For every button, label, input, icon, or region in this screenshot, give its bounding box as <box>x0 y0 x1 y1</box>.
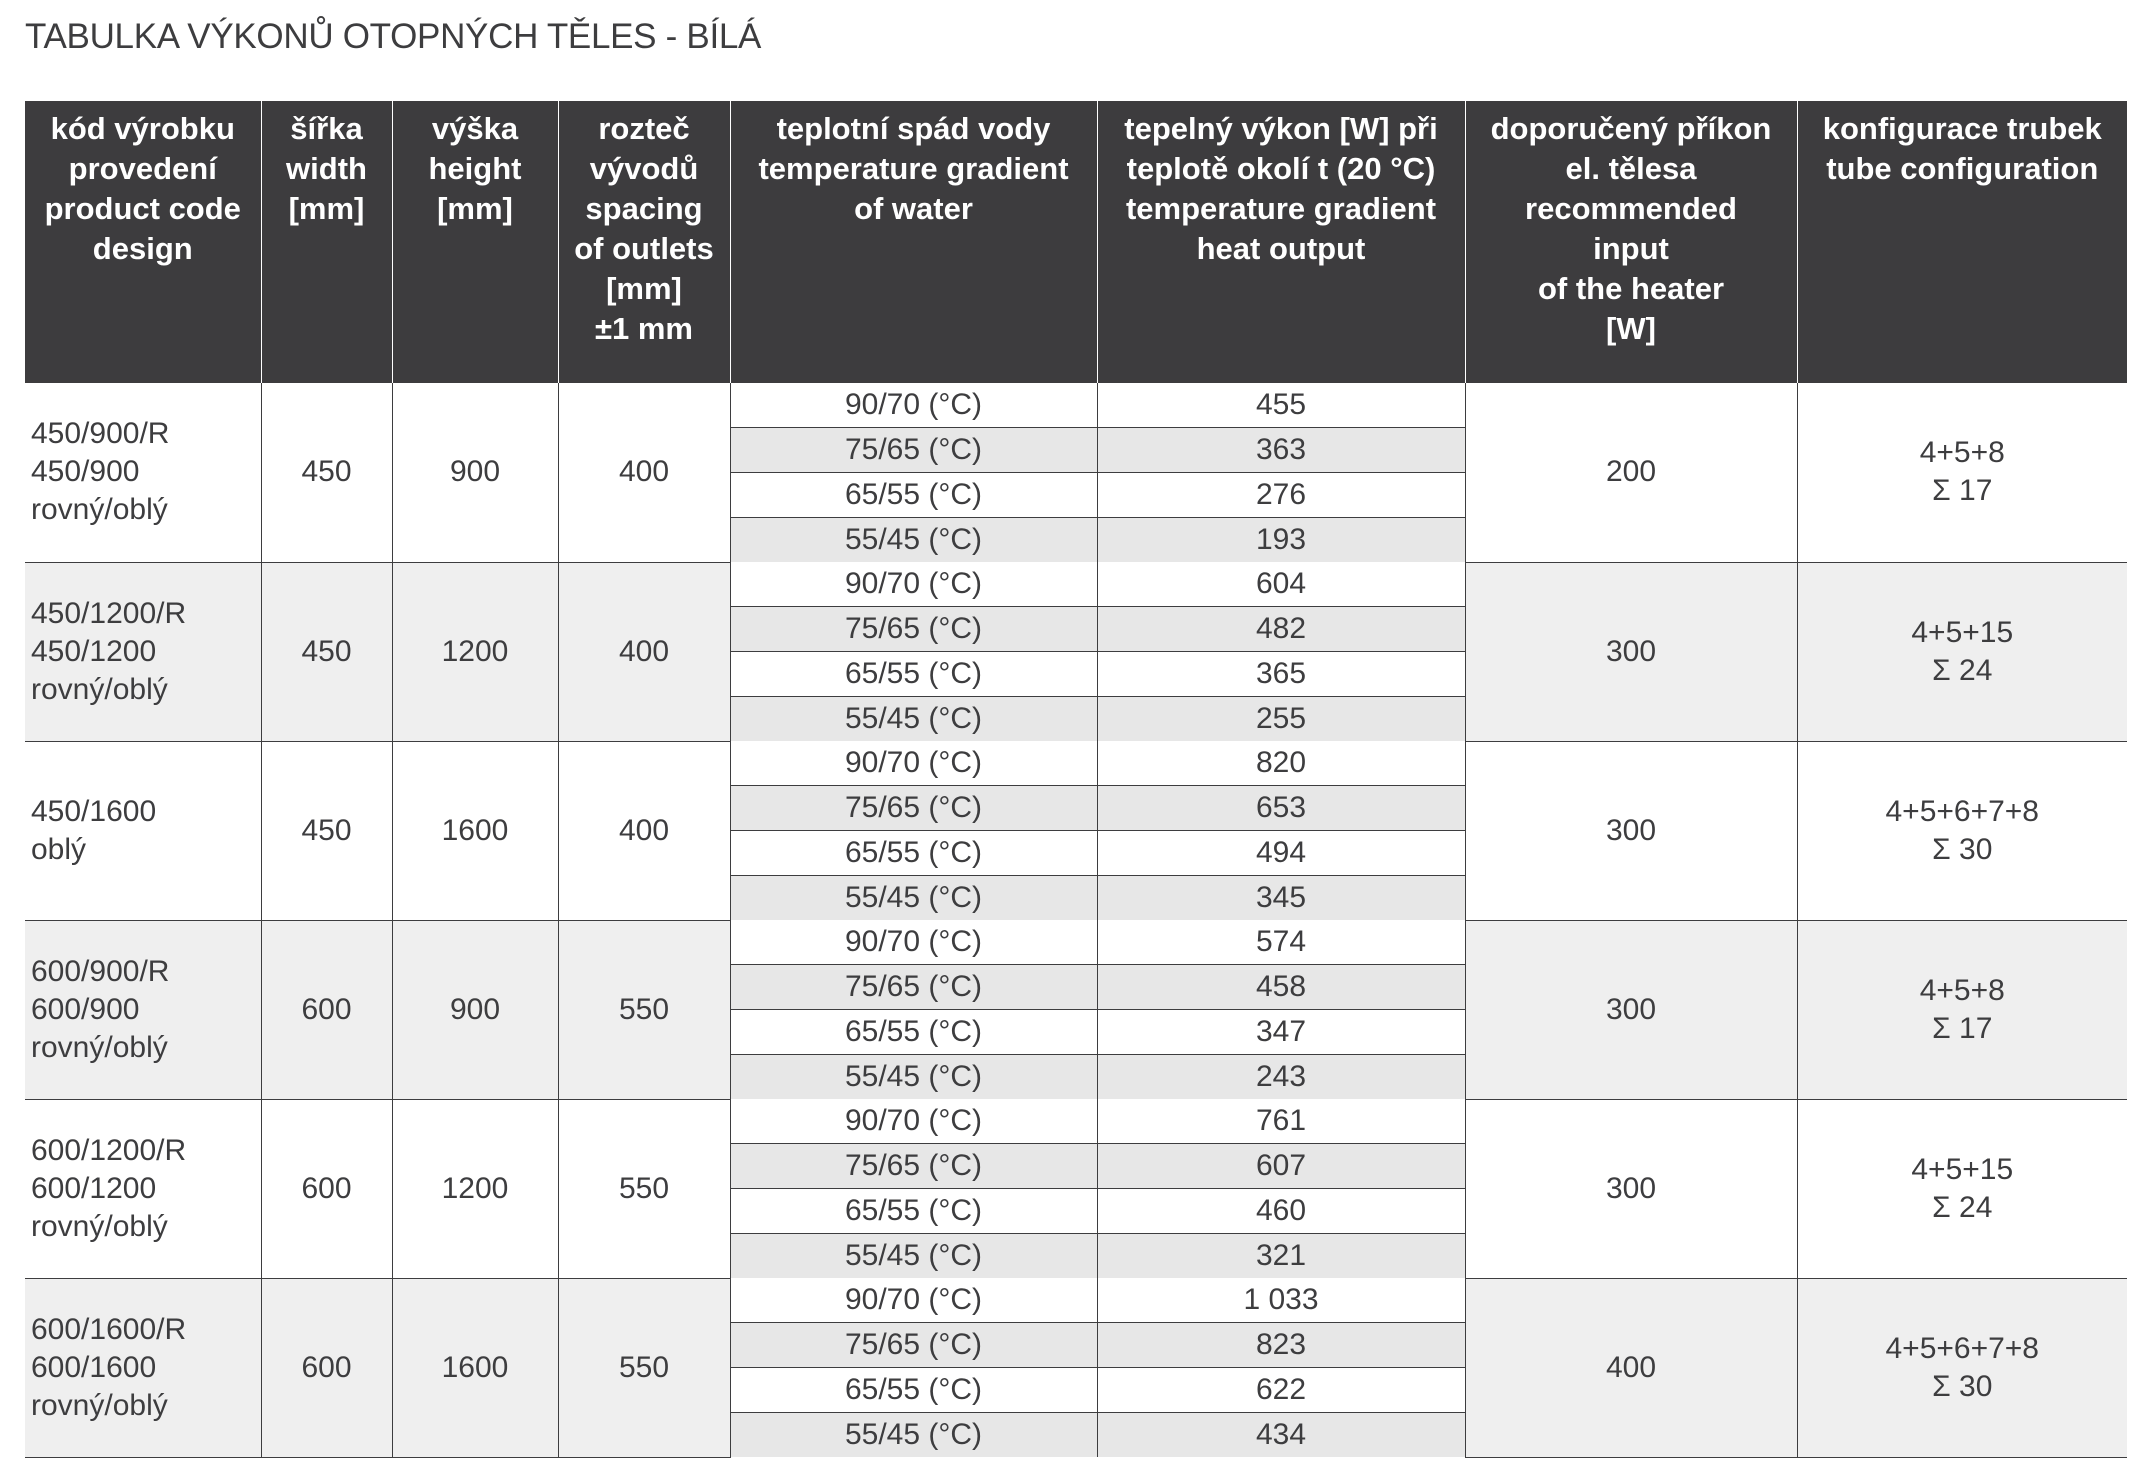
recommended-input-cell: 400 <box>1465 1278 1797 1457</box>
header-line: product code <box>44 191 241 226</box>
tube-configuration-line: Σ 24 <box>1932 1190 1993 1224</box>
tube-configuration-line: Σ 30 <box>1932 832 1993 866</box>
height-cell: 900 <box>392 383 558 562</box>
product-code-cell <box>25 1099 261 1278</box>
page-title: TABULKA VÝKONŮ OTOPNÝCH TĚLES - BÍLÁ <box>25 17 762 56</box>
temperature-gradient-cell: 55/45 (°C) <box>730 1055 1097 1100</box>
header-line: el. tělesa <box>1565 151 1697 186</box>
product-code-line: 450/900/R <box>31 417 170 451</box>
product-code-line: rovný/oblý <box>31 1388 168 1422</box>
product-group <box>25 562 2127 741</box>
height-cell: 1200 <box>392 562 558 741</box>
tube-configuration-line: Σ 17 <box>1932 1011 1993 1045</box>
temperature-gradient-cell: 65/55 (°C) <box>730 831 1097 876</box>
temperature-gradient-cell: 65/55 (°C) <box>730 652 1097 697</box>
header-line: design <box>92 231 193 266</box>
spacing-cell: 400 <box>558 383 730 562</box>
header-line: teplotní spád vody <box>776 111 1051 146</box>
header-line: vývodů <box>589 151 699 186</box>
recommended-input-cell: 200 <box>1465 383 1797 562</box>
table-row <box>25 1099 2127 1144</box>
tube-configuration-cell <box>1797 1278 2127 1457</box>
tube-configuration-cell <box>1797 741 2127 920</box>
product-group <box>25 741 2127 920</box>
header-line: provedení <box>68 151 217 186</box>
tube-configuration-line: Σ 24 <box>1932 653 1993 687</box>
product-code-line: 600/1600 <box>31 1350 157 1384</box>
product-code-cell <box>25 1278 261 1457</box>
product-code-line: rovný/oblý <box>31 672 168 706</box>
product-group <box>25 1099 2127 1278</box>
temperature-gradient-cell: 65/55 (°C) <box>730 1368 1097 1413</box>
heat-output-cell: 622 <box>1097 1368 1465 1413</box>
heat-output-cell: 347 <box>1097 1010 1465 1055</box>
header-line: kód výrobku <box>50 111 235 146</box>
recommended-input-cell: 300 <box>1465 1099 1797 1278</box>
product-code-line: 600/1200 <box>31 1171 157 1205</box>
heat-output-cell: 458 <box>1097 965 1465 1010</box>
tube-configuration-cell <box>1797 1099 2127 1278</box>
temperature-gradient-cell: 75/65 (°C) <box>730 1144 1097 1189</box>
width-cell: 600 <box>261 1278 392 1457</box>
product-code-line: 450/900 <box>31 455 140 489</box>
width-cell: 600 <box>261 920 392 1099</box>
width-cell: 450 <box>261 741 392 920</box>
header-spacing <box>558 101 730 383</box>
heat-output-cell: 345 <box>1097 876 1465 921</box>
heat-output-cell: 321 <box>1097 1234 1465 1279</box>
header-line: of outlets <box>574 231 714 266</box>
table-row <box>25 562 2127 607</box>
spacing-cell: 550 <box>558 920 730 1099</box>
tube-configuration-line: 4+5+15 <box>1911 615 2014 649</box>
header-line: recommended <box>1525 191 1737 226</box>
temperature-gradient-cell: 90/70 (°C) <box>730 383 1097 428</box>
tube-configuration-cell <box>1797 383 2127 562</box>
tube-configuration-line: 4+5+6+7+8 <box>1885 794 2039 828</box>
product-code-line: rovný/oblý <box>31 1030 168 1064</box>
table-header <box>25 101 2127 383</box>
recommended-input-cell: 300 <box>1465 562 1797 741</box>
tube-configuration-cell <box>1797 920 2127 1099</box>
header-tube-configuration <box>1797 101 2127 383</box>
header-line: tube configuration <box>1826 151 2099 186</box>
product-code-line: 450/1200 <box>31 634 157 668</box>
tube-configuration-line: 4+5+6+7+8 <box>1885 1331 2039 1365</box>
heat-output-cell: 365 <box>1097 652 1465 697</box>
header-line: [W] <box>1606 311 1656 346</box>
height-cell: 900 <box>392 920 558 1099</box>
product-code-cell <box>25 741 261 920</box>
product-code-cell <box>25 562 261 741</box>
heat-output-cell: 820 <box>1097 741 1465 786</box>
product-code-line: 600/1600/R <box>31 1312 187 1346</box>
spacing-cell: 400 <box>558 562 730 741</box>
product-code-line: rovný/oblý <box>31 493 168 527</box>
product-group <box>25 920 2127 1099</box>
product-code-line: 600/1200/R <box>31 1133 187 1167</box>
temperature-gradient-cell: 90/70 (°C) <box>730 562 1097 607</box>
spacing-cell: 550 <box>558 1099 730 1278</box>
header-line: šířka <box>290 111 363 146</box>
heat-output-cell: 460 <box>1097 1189 1465 1234</box>
tube-configuration-line: Σ 30 <box>1932 1369 1993 1403</box>
header-line: heat output <box>1196 231 1366 266</box>
product-code-line: oblý <box>31 832 87 866</box>
temperature-gradient-cell: 90/70 (°C) <box>730 920 1097 965</box>
product-code-line: 450/1600 <box>31 794 157 828</box>
temperature-gradient-cell: 55/45 (°C) <box>730 1234 1097 1279</box>
header-row <box>25 101 2127 383</box>
product-code-line: 450/1200/R <box>31 596 187 630</box>
header-height <box>392 101 558 383</box>
width-cell: 450 <box>261 383 392 562</box>
header-recommended-input <box>1465 101 1797 383</box>
recommended-input-cell: 300 <box>1465 741 1797 920</box>
temperature-gradient-cell: 75/65 (°C) <box>730 1323 1097 1368</box>
header-line: temperature gradient <box>1125 191 1437 226</box>
header-line: temperature gradient <box>758 151 1069 186</box>
temperature-gradient-cell: 65/55 (°C) <box>730 1189 1097 1234</box>
heat-output-cell: 494 <box>1097 831 1465 876</box>
heat-output-cell: 482 <box>1097 607 1465 652</box>
heat-output-cell: 276 <box>1097 473 1465 518</box>
table-row <box>25 920 2127 965</box>
temperature-gradient-cell: 90/70 (°C) <box>730 741 1097 786</box>
temperature-gradient-cell: 90/70 (°C) <box>730 1099 1097 1144</box>
product-code-line: 600/900 <box>31 992 140 1026</box>
heat-output-cell: 255 <box>1097 697 1465 742</box>
tube-configuration-line: 4+5+8 <box>1919 973 2005 1007</box>
header-line: výška <box>431 111 519 146</box>
header-line: [mm] <box>437 191 513 226</box>
product-code-cell <box>25 383 261 562</box>
header-line: teplotě okolí t (20 °C) <box>1126 151 1436 186</box>
temperature-gradient-cell: 65/55 (°C) <box>730 473 1097 518</box>
heat-output-cell: 607 <box>1097 1144 1465 1189</box>
height-cell: 1200 <box>392 1099 558 1278</box>
temperature-gradient-cell: 90/70 (°C) <box>730 1278 1097 1323</box>
spacing-cell: 550 <box>558 1278 730 1457</box>
height-cell: 1600 <box>392 741 558 920</box>
table-row <box>25 383 2127 428</box>
performance-table <box>25 101 2127 1458</box>
header-line: input <box>1593 231 1669 266</box>
header-line: width <box>286 151 367 186</box>
heat-output-cell: 434 <box>1097 1413 1465 1458</box>
heat-output-cell: 761 <box>1097 1099 1465 1144</box>
temperature-gradient-cell: 55/45 (°C) <box>730 518 1097 563</box>
product-group <box>25 1278 2127 1457</box>
header-line: of water <box>854 191 973 226</box>
header-line: spacing <box>585 191 703 226</box>
product-code-cell <box>25 920 261 1099</box>
recommended-input-cell: 300 <box>1465 920 1797 1099</box>
temperature-gradient-cell: 75/65 (°C) <box>730 607 1097 652</box>
heat-output-cell: 1 033 <box>1097 1278 1465 1323</box>
header-line: [mm] <box>606 271 682 306</box>
temperature-gradient-cell: 75/65 (°C) <box>730 786 1097 831</box>
header-line: ±1 mm <box>595 311 693 346</box>
height-cell: 1600 <box>392 1278 558 1457</box>
width-cell: 600 <box>261 1099 392 1278</box>
heat-output-cell: 363 <box>1097 428 1465 473</box>
heat-output-cell: 823 <box>1097 1323 1465 1368</box>
header-line: konfigurace trubek <box>1822 111 2102 146</box>
tube-configuration-line: 4+5+15 <box>1911 1152 2014 1186</box>
heat-output-cell: 193 <box>1097 518 1465 563</box>
width-cell: 450 <box>261 562 392 741</box>
product-code-line: 600/900/R <box>31 954 170 988</box>
table-row <box>25 1278 2127 1323</box>
header-product-code <box>25 101 261 383</box>
temperature-gradient-cell: 55/45 (°C) <box>730 697 1097 742</box>
header-temperature-gradient <box>730 101 1097 383</box>
tube-configuration-cell <box>1797 562 2127 741</box>
spacing-cell: 400 <box>558 741 730 920</box>
temperature-gradient-cell: 55/45 (°C) <box>730 1413 1097 1458</box>
heat-output-cell: 455 <box>1097 383 1465 428</box>
product-code-line: rovný/oblý <box>31 1209 168 1243</box>
heat-output-cell: 574 <box>1097 920 1465 965</box>
temperature-gradient-cell: 65/55 (°C) <box>730 1010 1097 1055</box>
temperature-gradient-cell: 75/65 (°C) <box>730 428 1097 473</box>
tube-configuration-line: Σ 17 <box>1932 474 1993 508</box>
heat-output-cell: 243 <box>1097 1055 1465 1100</box>
header-line: of the heater <box>1537 271 1725 306</box>
product-group <box>25 383 2127 562</box>
header-line: [mm] <box>288 191 365 226</box>
header-heat-output <box>1097 101 1465 383</box>
table-row <box>25 741 2127 786</box>
tube-configuration-line: 4+5+8 <box>1919 436 2005 470</box>
header-line: doporučený příkon <box>1490 111 1772 146</box>
temperature-gradient-cell: 75/65 (°C) <box>730 965 1097 1010</box>
header-width <box>261 101 392 383</box>
header-line: tepelný výkon [W] při <box>1124 111 1438 146</box>
header-line: rozteč <box>598 111 690 146</box>
heat-output-cell: 604 <box>1097 562 1465 607</box>
temperature-gradient-cell: 55/45 (°C) <box>730 876 1097 921</box>
heat-output-cell: 653 <box>1097 786 1465 831</box>
header-line: height <box>428 151 522 186</box>
